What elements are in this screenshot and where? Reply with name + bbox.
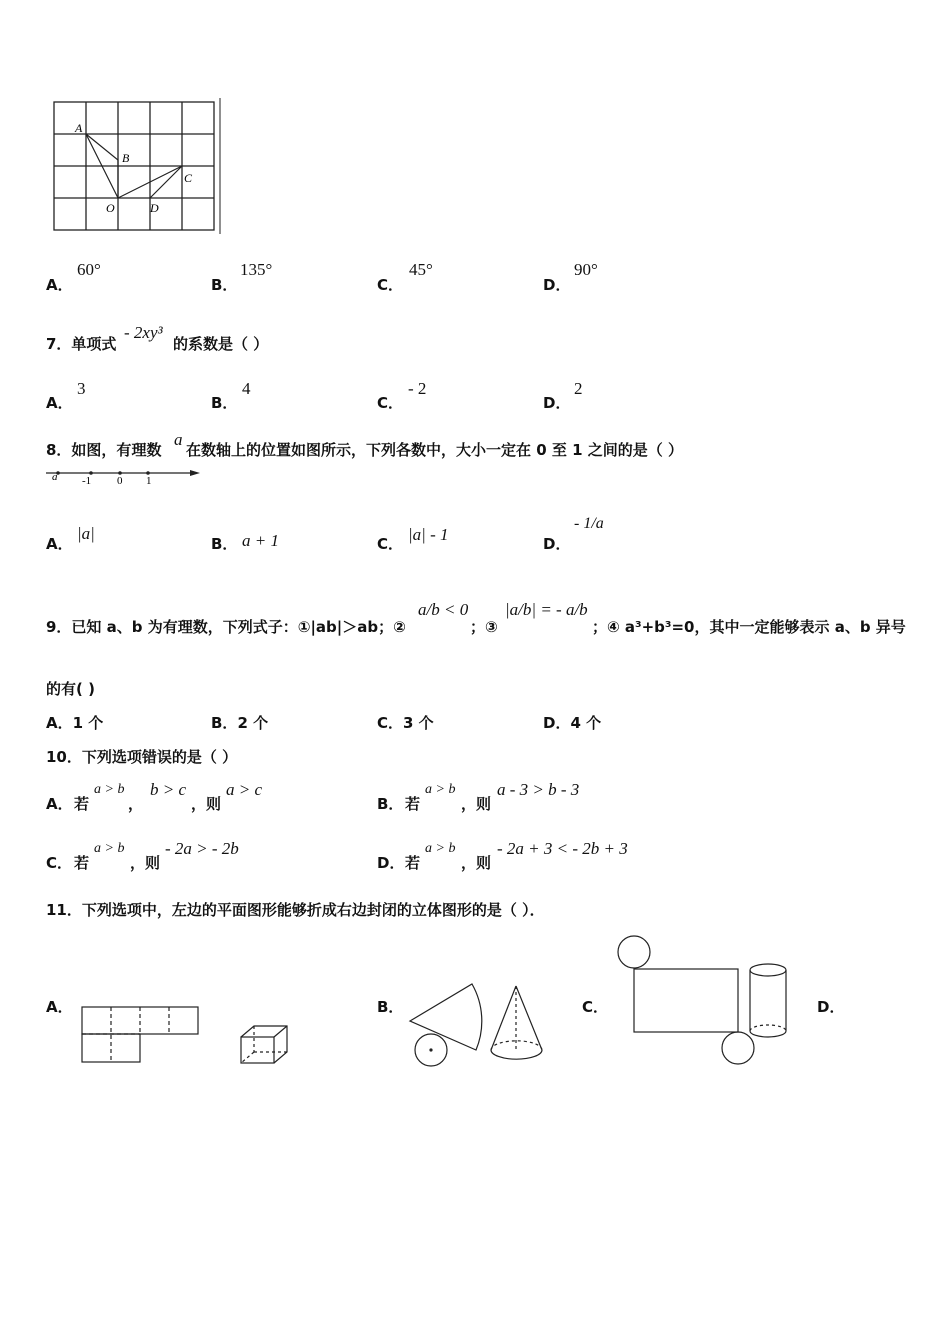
q8-option-b-value: a + 1 xyxy=(242,531,279,550)
axis-label-minus1: -1 xyxy=(82,475,92,487)
q9-option-a-value: 1 个 xyxy=(72,714,104,732)
q8-option-b-letter[interactable]: B． xyxy=(211,535,238,553)
q11-option-b-letter[interactable]: B． xyxy=(377,998,404,1016)
q10-option-c-pre: 若 xyxy=(74,854,90,872)
q11-option-d-letter[interactable]: D． xyxy=(817,998,845,1016)
q9-stem-line2: 的有( ) xyxy=(46,680,95,698)
q10-option-b-then: ，则 xyxy=(461,795,492,813)
q9-stem-part4: ；④ a³+b³=0，其中一定能够表示 a、b 异号 xyxy=(592,618,906,636)
q7-option-a-letter[interactable]: A． xyxy=(46,394,73,412)
grid-figure xyxy=(46,96,226,238)
axis-label-1: 1 xyxy=(146,475,152,487)
q10-option-a-then: ，则 xyxy=(191,795,222,813)
q9-option-d-value: 4 个 xyxy=(570,714,602,732)
q9-expression-3: |a/b| = - a/b xyxy=(505,600,588,619)
label-B: B xyxy=(122,151,130,165)
q9-option-b-value: 2 个 xyxy=(237,714,269,732)
q6-option-c-value: 45° xyxy=(409,260,433,279)
q10-option-c-then: ，则 xyxy=(130,854,161,872)
q7-option-c-value: - 2 xyxy=(408,379,427,398)
q6-option-b-letter[interactable]: B． xyxy=(211,276,238,294)
q9-expression-2: a/b < 0 xyxy=(418,600,469,619)
q10-option-b-result: a - 3 > b - 3 xyxy=(497,780,580,799)
q7-option-d-letter[interactable]: D． xyxy=(543,394,571,412)
q11-option-c-figure xyxy=(612,932,792,1068)
q6-option-c-letter[interactable]: C． xyxy=(377,276,404,294)
q10-option-a-result: a > c xyxy=(226,780,263,799)
q9-option-b-letter: B． xyxy=(211,714,238,732)
q9-stem-part1: 9．已知 a、b 为有理数，下列式子：①|ab|＞ab；② xyxy=(46,618,406,636)
q10-option-c-letter[interactable]: C． xyxy=(46,854,73,872)
q11-option-a-figure xyxy=(78,1000,293,1070)
q9-option-c-letter: C． xyxy=(377,714,404,732)
q9-option-b[interactable] xyxy=(211,712,268,733)
q6-option-d-letter[interactable]: D． xyxy=(543,276,571,294)
q9-option-d[interactable] xyxy=(543,712,601,733)
q8-option-c-letter[interactable]: C． xyxy=(377,535,404,553)
q7-option-c-letter[interactable]: C． xyxy=(377,394,404,412)
q6-option-b-value: 135° xyxy=(240,260,273,279)
q10-option-a-letter[interactable]: A． xyxy=(46,795,73,813)
q10-option-d-then: ，则 xyxy=(461,854,492,872)
q10-option-a-pre: 若 xyxy=(74,795,90,813)
q7-option-b-value: 4 xyxy=(242,379,251,398)
label-A: A xyxy=(75,121,83,135)
q7-expression: - 2xy³ xyxy=(124,323,163,342)
label-O: O xyxy=(106,201,115,215)
q7-stem-prefix: 7．单项式 xyxy=(46,335,117,353)
q6-option-a-letter[interactable]: A． xyxy=(46,276,73,294)
q8-option-a-letter[interactable]: A． xyxy=(46,535,73,553)
q10-option-d-pre: 若 xyxy=(405,854,421,872)
q10-option-c-cond1: a > b xyxy=(94,841,125,856)
axis-label-a: a xyxy=(52,471,58,483)
q6-option-d-value: 90° xyxy=(574,260,598,279)
q10-option-b-cond1: a > b xyxy=(425,782,456,797)
q10-option-d-cond1: a > b xyxy=(425,841,456,856)
q9-separator: ；③ xyxy=(470,618,498,636)
q10-option-a-cond1: a > b xyxy=(94,782,125,797)
q8-option-d-letter[interactable]: D． xyxy=(543,535,571,553)
q7-option-a-value: 3 xyxy=(77,379,86,398)
q8-stem-suffix: 在数轴上的位置如图所示，下列各数中，大小一定在 0 至 1 之间的是（ ） xyxy=(186,441,683,459)
q7-option-d-value: 2 xyxy=(574,379,583,398)
q11-stem: 11．下列选项中，左边的平面图形能够折成右边封闭的立体图形的是（ ）． xyxy=(46,901,545,919)
q9-option-c-value: 3 个 xyxy=(403,714,434,732)
q10-option-a-cond2: b > c xyxy=(150,780,187,799)
q10-option-d-result: - 2a + 3 < - 2b + 3 xyxy=(497,839,628,858)
q9-option-d-letter: D． xyxy=(543,714,571,732)
q8-option-a-value: |a| xyxy=(77,524,95,543)
label-D: D xyxy=(150,201,159,215)
q7-option-b-letter[interactable]: B． xyxy=(211,394,238,412)
q9-option-a[interactable] xyxy=(46,712,103,733)
q8-stem-prefix: 8．如图，有理数 xyxy=(46,441,162,459)
q10-option-b-pre: 若 xyxy=(405,795,421,813)
q8-option-d-value: - 1/a xyxy=(574,515,604,532)
q10-option-d-letter[interactable]: D． xyxy=(377,854,405,872)
q9-option-a-letter: A． xyxy=(46,714,73,732)
q8-option-c-value: |a| - 1 xyxy=(408,525,449,544)
label-C: C xyxy=(184,171,193,185)
q6-option-a-value: 60° xyxy=(77,260,101,279)
q11-option-a-letter[interactable]: A． xyxy=(46,998,73,1016)
q7-stem-suffix: 的系数是（ ） xyxy=(173,335,269,353)
q10-option-b-letter[interactable]: B． xyxy=(377,795,404,813)
q10-option-a-comma: ， xyxy=(128,795,144,813)
q11-option-c-letter[interactable]: C． xyxy=(582,998,609,1016)
q11-option-b-figure xyxy=(404,978,554,1070)
number-line xyxy=(44,464,206,488)
q10-option-c-result: - 2a > - 2b xyxy=(165,839,239,858)
q9-option-c[interactable] xyxy=(377,712,434,733)
q10-stem: 10．下列选项错误的是（ ） xyxy=(46,748,238,766)
axis-label-0: 0 xyxy=(117,475,123,487)
q8-var: a xyxy=(174,430,183,449)
